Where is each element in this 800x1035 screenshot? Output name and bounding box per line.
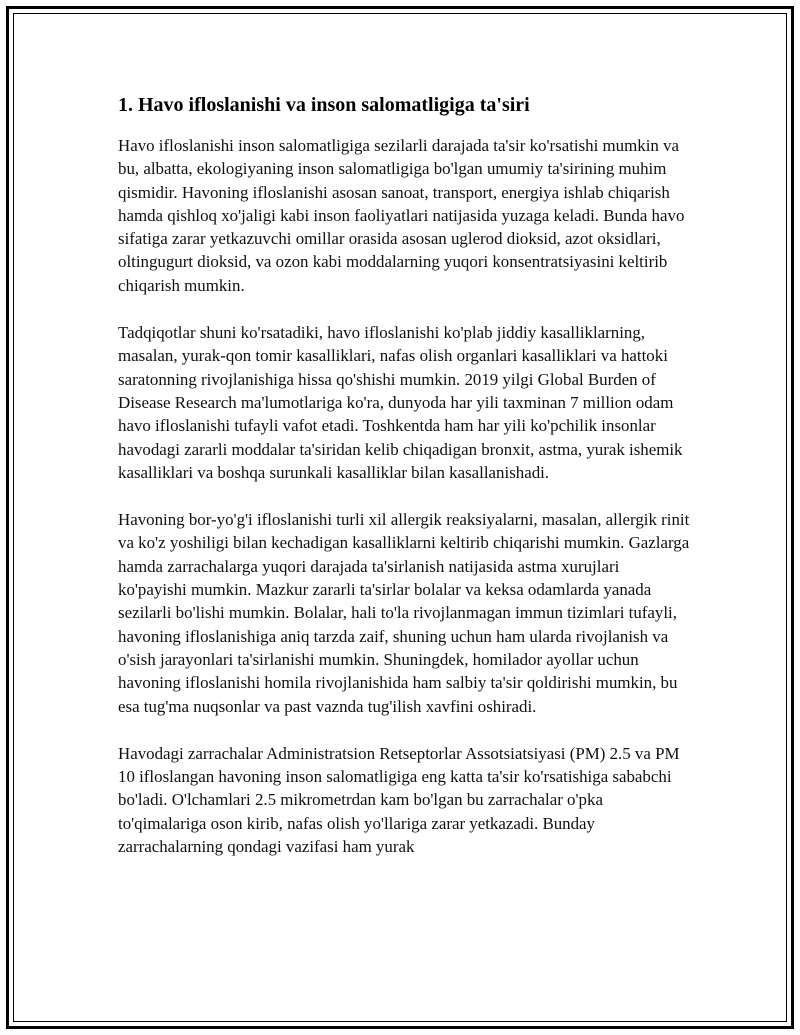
paragraph-2: Tadqiqotlar shuni ko'rsatadiki, havo ifloslanishi ko'plab jiddiy kasalliklarning, masalan, yurak-qon tomir kasalliklari, nafas olish organlari kasalliklari va hattoki saratonning rivojlanishiga hissa qo'shishi mumkin. 2019 yilgi Global Burden of Disease Research ma'lumotlariga ko'ra, dunyoda har yili taxminan 7 million odam havo ifloslanishi tufayli vafot etadi. Toshkentda ham har yili ko'pchilik insonlar havodagi zararli moddalar ta'siridan kelib chiqadigan bronxit, astma, yurak ishemik kasalliklari va boshqa surunkali kasalliklar bilan kasallanishadi. — [118, 323, 683, 482]
section-title: 1. Havo ifloslanishi va inson salomatligiga ta'siri — [118, 94, 530, 116]
paragraph-4: Havodagi zarrachalar Administratsion Retseptorlar Assotsiatsiyasi (PM) 2.5 va PM 10 ifloslangan havoning inson salomatligiga eng katta ta'sir ko'rsatishiga sababchi bo'ladi. O'lchamlari 2.5 mikrometrdan kam bo'lgan bu zarrachalar o'pka to'qimalariga oson kirib, nafas olish yo'llariga zarar yetkazadi. Bunday zarrachalarning qondagi vazifasi ham yurak — [118, 743, 680, 857]
document-body — [118, 92, 692, 882]
paragraph-1: Havo ifloslanishi inson salomatligiga sezilarli darajada ta'sir ko'rsatishi mumkin va bu, albatta, ekologiyaning inson salomatligiga bo'lgan umumiy ta'sirining muhim qismidir. Havoning ifloslanishi asosan sanoat, transport, energiya ishlab chiqarish hamda qishloq xo'jaligi kabi inson faoliyatlari natijasida yuzaga keladi. Bunda havo sifatiga zarar yetkazuvchi omillar orasida asosan uglerod dioksid, azot oksidlari, oltingugurt dioksid, va ozon kabi moddalarning yuqori konsentratsiyasini keltirib chiqarish mumkin. — [118, 136, 685, 295]
paragraph-3: Havoning bor-yo'g'i ifloslanishi turli xil allergik reaksiyalarni, masalan, allergik rinit va ko'z yoshiligi bilan kechadigan kasalliklarni keltirib chiqarishi mumkin. Gazlarga hamda zarrachalarga yuqori darajada ta'sirlanish natijasida astma xurujlari ko'payishi mumkin. Mazkur zararli ta'sirlar bolalar va keksa odamlarda yanada sezilarli bo'lishi mumkin. Bolalar, hali to'la rivojlanmagan immun tizimlari tufayli, havoning ifloslanishiga aniq tarzda zaif, shuning uchun ham ularda rivojlanish va o'sish jarayonlari ta'sirlanishi mumkin. Shuningdek, homilador ayollar uchun havoning ifloslanishi homila rivojlanishida ham salbiy ta'sir qoldirishi mumkin, bu esa tug'ma nuqsonlar va past vaznda tug'ilish xavfini oshiradi. — [118, 510, 690, 716]
